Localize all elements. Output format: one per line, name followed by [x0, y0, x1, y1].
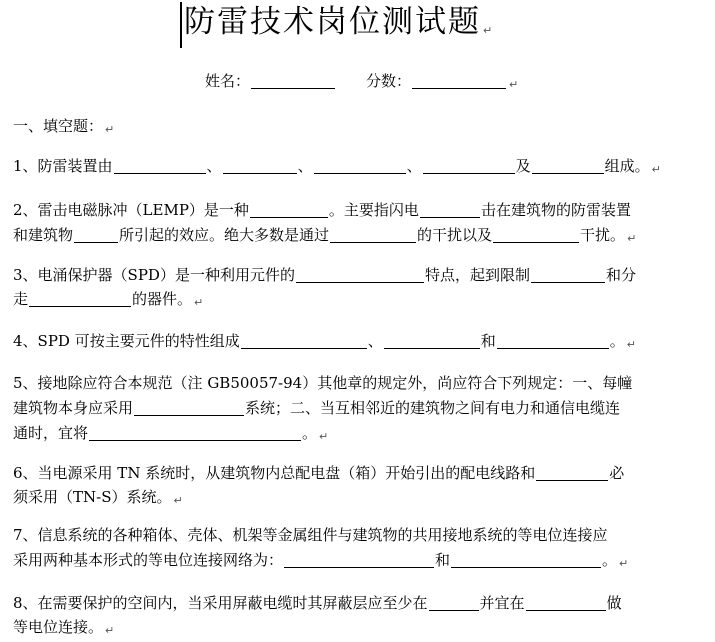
title-text: 防雷技术岗位测试题: [184, 4, 481, 40]
paragraph-mark-icon: ↵: [619, 557, 629, 570]
answer-blank[interactable]: [114, 159, 206, 174]
question-6-line-2: 须采用（TN-S）系统。 ↵: [13, 488, 183, 507]
answer-blank[interactable]: [74, 228, 118, 243]
answer-blank[interactable]: [223, 159, 297, 174]
answer-blank[interactable]: [241, 334, 367, 349]
page-title: [184, 0, 584, 53]
answer-blank[interactable]: [250, 203, 328, 218]
paragraph-mark-icon: ↵: [509, 78, 519, 91]
paragraph-mark-icon: ↵: [626, 338, 636, 351]
answer-blank[interactable]: [536, 466, 608, 481]
name-blank[interactable]: [251, 74, 335, 89]
answer-blank[interactable]: [29, 292, 131, 307]
section-heading: 一、填空题： ↵: [13, 117, 115, 136]
paragraph-mark-icon: ↵: [319, 430, 329, 443]
paragraph-mark-icon: ↵: [483, 24, 493, 37]
question-3-line-2: 走 的器件。 ↵: [13, 290, 204, 309]
paragraph-mark-icon: ↵: [173, 494, 183, 507]
paragraph-mark-icon: ↵: [651, 163, 661, 176]
text-cursor: [180, 2, 182, 48]
answer-blank[interactable]: [89, 426, 301, 441]
answer-blank[interactable]: [493, 228, 579, 243]
question-7-line-2: 采用两种基本形式的等电位连接网络为： 和 。 ↵: [13, 551, 629, 570]
question-2-line-1: 2、雷击电磁脉冲（LEMP）是一种 。主要指闪电 击在建筑物的防雷装置: [13, 201, 631, 219]
answer-blank[interactable]: [296, 268, 424, 283]
paragraph-mark-icon: ↵: [105, 123, 115, 136]
answer-blank[interactable]: [134, 401, 244, 416]
question-7-line-1: 7、信息系统的各种箱体、壳体、机架等金属组件与建筑物的共用接地系统的等电位连接应: [13, 526, 608, 544]
question-5-line-1: 5、接地除应符合本规范（注 GB50057-94）其他章的规定外，尚应符合下列规定：一、每幢: [13, 374, 633, 392]
answer-blank[interactable]: [451, 553, 601, 568]
answer-blank[interactable]: [531, 268, 605, 283]
answer-blank[interactable]: [423, 159, 515, 174]
paragraph-mark-icon: ↵: [627, 232, 637, 245]
question-3-line-1: 3、电涌保护器（SPD）是一种利用元件的 特点，起到限制 和分: [13, 266, 636, 284]
answer-blank[interactable]: [532, 159, 604, 174]
paragraph-mark-icon: ↵: [194, 296, 204, 309]
question-8-line-2: 等电位连接。 ↵: [13, 618, 115, 637]
answer-blank[interactable]: [284, 553, 434, 568]
answer-blank[interactable]: [420, 203, 480, 218]
answer-blank[interactable]: [429, 596, 479, 611]
answer-blank[interactable]: [497, 334, 609, 349]
score-blank[interactable]: [412, 74, 506, 89]
paragraph-mark-icon: ↵: [105, 624, 115, 637]
answer-blank[interactable]: [526, 596, 606, 611]
question-5-line-3: 通时，宜将 。 ↵: [13, 424, 329, 443]
question-6-line-1: 6、当电源采用 TN 系统时，从建筑物内总配电盘（箱）开始引出的配电线路和 必: [13, 464, 625, 482]
score-label: 分数：: [366, 72, 412, 90]
answer-blank[interactable]: [314, 159, 406, 174]
name-label: 姓名：: [205, 72, 251, 90]
answer-blank[interactable]: [384, 334, 480, 349]
question-2-line-2: 和建筑物 所引起的效应。绝大多数是通过 的干扰以及 干扰。 ↵: [13, 226, 637, 245]
header-name-score: [205, 72, 518, 94]
question-5-line-2: 建筑物本身应采用 系统；二、当互相邻近的建筑物之间有电力和通信电缆连: [13, 399, 621, 417]
question-8-line-1: 8、在需要保护的空间内，当采用屏蔽电缆时其屏蔽层应至少在 并宜在 做: [13, 594, 622, 612]
answer-blank[interactable]: [330, 228, 416, 243]
question-4: 4、SPD 可按主要元件的特性组成 、 和 。 ↵: [13, 332, 636, 351]
question-1: 1、防雷装置由 、 、 、 及 组成。 ↵: [13, 157, 661, 176]
